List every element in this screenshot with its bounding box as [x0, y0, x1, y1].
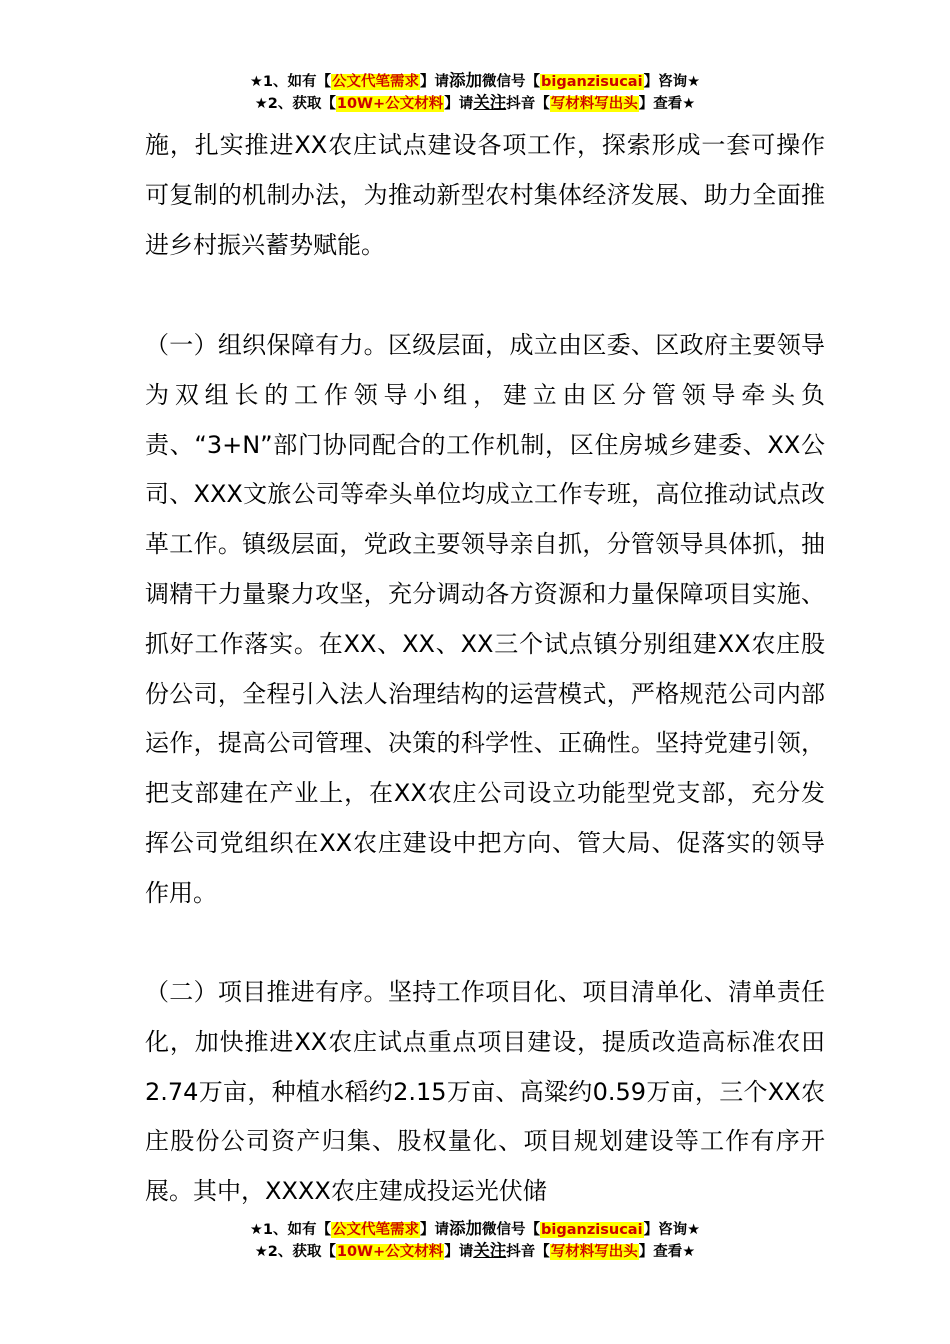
ad-banner-line-2: ★2、获取【10W+公文材料】请关注抖音【写材料写出头】查看★: [254, 1241, 696, 1260]
star-icon: ★: [682, 1244, 696, 1260]
highlight-wechat-id: biganzisucai: [541, 1222, 643, 1238]
star-icon: ★: [249, 1222, 263, 1238]
ad-banner-line-1: ★1、如有【公文代笔需求】请添加微信号【biganzisucai】咨询★: [249, 1219, 701, 1238]
ad-banner-bottom: [0, 1218, 950, 1262]
body-paragraph-intro-tail: 施，扎实推进XX农庄试点建设各项工作，探索形成一套可操作可复制的机制办法，为推动新型农村集体经济发展、助力全面推进乡村振兴蓄势赋能。: [145, 131, 825, 259]
star-icon: ★: [249, 74, 263, 90]
ad-banner-line-1: ★1、如有【公文代笔需求】请添加微信号【biganzisucai】咨询★: [249, 71, 701, 90]
star-icon: ★: [687, 74, 701, 90]
highlight-materials: 10W+公文材料: [336, 1244, 444, 1260]
ad-banner-line-2: ★2、获取【10W+公文材料】请关注抖音【写材料写出头】查看★: [254, 93, 696, 112]
star-icon: ★: [687, 1222, 701, 1238]
star-icon: ★: [254, 96, 268, 112]
star-icon: ★: [682, 96, 696, 112]
highlight-wechat-id: biganzisucai: [541, 74, 643, 90]
highlight-douyin-account: 写材料写出头: [550, 1244, 638, 1260]
body-paragraph-organization: （一）组织保障有力。区级层面，成立由区委、区政府主要领导为双组长的工作领导小组，建立由区分管领导牵头负责、“3+N”部门协同配合的工作机制，区住房城乡建委、XX公司、XXX文旅公司等牵头单位均成立工作专班，高位推动试点改革工作。镇级层面，党政主要领导亲自抓，分管领导具体抓，抽调精干力量聚力攻坚，充分调动各方资源和力量保障项目实施、抓好工作落实。在XX、XX、XX三个试点镇分别组建XX农庄股份公司，全程引入法人治理结构的运营模式，严格规范公司内部运作，提高公司管理、决策的科学性、正确性。坚持党建引领，把支部建在产业上，在XX农庄公司设立功能型党支部，充分发挥公司党组织在XX农庄建设中把方向、管大局、促落实的领导作用。: [145, 331, 825, 907]
body-paragraph-projects: （二）项目推进有序。坚持工作项目化、项目清单化、清单责任化，加快推进XX农庄试点重点项目建设，提质改造高标准农田2.74万亩，种植水稻约2.15万亩、高粱约0.59万亩，三个XX农庄股份公司资产归集、股权量化、项目规划建设等工作有序开展。其中，XXXX农庄建成投运光伏储: [145, 978, 825, 1206]
highlight-ghostwriting: 公文代笔需求: [332, 1222, 420, 1238]
star-icon: ★: [254, 1244, 268, 1260]
highlight-douyin-account: 写材料写出头: [550, 96, 638, 112]
ad-banner-top: [0, 70, 950, 114]
highlight-ghostwriting: 公文代笔需求: [332, 74, 420, 90]
highlight-materials: 10W+公文材料: [336, 96, 444, 112]
